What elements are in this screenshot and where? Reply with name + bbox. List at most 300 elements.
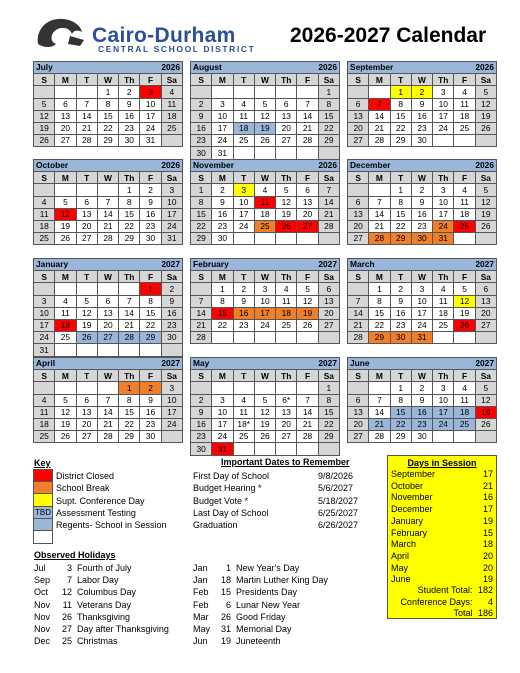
month-header (348, 62, 497, 74)
month-name: December (350, 160, 391, 171)
calendar-day: 2 (119, 86, 140, 98)
calendar-day: 14 (318, 196, 339, 208)
day-header: Sa (161, 271, 182, 283)
calendar-day: 5 (55, 196, 76, 208)
day-header: Th (433, 271, 454, 283)
calendar-day: 28 (297, 135, 318, 147)
important-date-row (193, 508, 383, 518)
calendar-day: 5 (76, 295, 97, 307)
calendar-day: 7 (369, 394, 390, 406)
calendar-day: 5 (475, 86, 496, 98)
session-days: 18 (482, 539, 493, 550)
calendar-day: 2 (191, 394, 212, 406)
calendar-day: 14 (97, 406, 118, 418)
calendar-day: 10 (254, 295, 275, 307)
important-date-row (193, 483, 383, 493)
holiday-day: 1 (225, 563, 231, 573)
calendar-day: 3 (212, 98, 233, 110)
calendar-day: 22 (119, 220, 140, 232)
calendar-day: 23 (233, 319, 254, 331)
calendar-day: 11 (34, 406, 55, 418)
calendar-day: 28 (369, 233, 390, 245)
calendar-day (276, 443, 297, 455)
calendar-day (233, 86, 254, 98)
calendar-day (297, 147, 318, 159)
calendar-day (76, 86, 97, 98)
day-header: S (34, 370, 55, 382)
calendar-day: 24 (212, 135, 233, 147)
calendar-day: 25 (233, 135, 254, 147)
session-month: April (391, 550, 410, 561)
calendar-day: 4 (55, 295, 76, 307)
calendar-day: 21 (369, 418, 390, 430)
month-september (347, 61, 497, 147)
calendar-day: 1 (97, 86, 118, 98)
calendar-day: 17 (161, 406, 182, 418)
calendar-day: 24 (140, 122, 161, 134)
key-label: Assessment Testing (56, 508, 136, 518)
day-header: M (369, 271, 390, 283)
holiday-name: Columbus Day (77, 587, 137, 598)
calendar-day: 6 (348, 196, 369, 208)
calendar-day: 23 (212, 220, 233, 232)
calendar-day (454, 135, 475, 147)
calendar-day: 25 (55, 332, 76, 344)
calendar-day: 5 (475, 382, 496, 394)
calendar-day: 21 (191, 319, 212, 331)
day-header: T (233, 74, 254, 86)
calendar-day: 11 (276, 295, 297, 307)
calendar-day: 18 (233, 122, 254, 134)
calendar-day (233, 332, 254, 344)
holiday-row (34, 563, 132, 573)
holiday-month: Nov (34, 611, 51, 622)
calendar-day (34, 86, 55, 98)
day-header: S (348, 271, 369, 283)
calendar-day: 9 (411, 196, 432, 208)
calendar-day: 11 (454, 196, 475, 208)
day-header: Sa (161, 370, 182, 382)
calendar-day (454, 431, 475, 443)
holiday-name: Day after Thanksgiving (77, 624, 169, 634)
calendar-day: 15 (191, 208, 212, 220)
month-name: September (350, 62, 394, 73)
important-date-value: 9/8/2026 (318, 471, 354, 481)
month-name: October (36, 160, 69, 171)
calendar-day: 6 (348, 394, 369, 406)
calendar-day: 30 (140, 233, 161, 245)
total-value: 186 (477, 608, 493, 618)
month-header (348, 259, 497, 271)
calendar-day: 16 (411, 110, 432, 122)
month-august (190, 61, 340, 160)
day-header: Th (119, 271, 140, 283)
day-header: Sa (475, 370, 496, 382)
calendar-day: 17 (161, 208, 182, 220)
holiday-row (34, 575, 119, 585)
important-date-row (193, 471, 383, 481)
calendar-day: 5 (297, 283, 318, 295)
holiday-row (34, 612, 130, 622)
calendar-day: 12 (55, 208, 76, 220)
calendar-day: 13 (348, 110, 369, 122)
calendar-day: 29 (140, 332, 161, 344)
day-header: W (254, 172, 275, 184)
school-subtitle: CENTRAL SCHOOL DISTRICT (98, 44, 256, 54)
calendar-day: 5 (454, 283, 475, 295)
holiday-row (34, 636, 118, 646)
calendar-day: 30 (191, 443, 212, 455)
calendar-day (348, 382, 369, 394)
calendar-day: 14 (369, 406, 390, 418)
calendar-day (433, 332, 454, 344)
calendar-day: 17 (433, 208, 454, 220)
key-swatch-assessment: TBD (35, 507, 51, 517)
calendar-day: 2 (161, 283, 182, 295)
session-month: October (391, 480, 424, 491)
calendar-day: 26 (55, 431, 76, 443)
holiday-name: New Year's Day (236, 563, 300, 573)
calendar-day: 20 (276, 122, 297, 134)
calendar-day (76, 344, 97, 356)
student-total-label: Student Total: (417, 585, 473, 595)
calendar-day: 2 (212, 184, 233, 196)
calendar-day: 22 (369, 319, 390, 331)
day-header: Th (433, 370, 454, 382)
day-header: T (233, 172, 254, 184)
calendar-day (161, 344, 182, 356)
day-header: W (254, 271, 275, 283)
calendar-day: 20 (348, 122, 369, 134)
calendar-day: 23 (411, 418, 432, 430)
holiday-day: 18 (220, 575, 231, 586)
holiday-day: 19 (220, 636, 231, 647)
calendar-day (233, 382, 254, 394)
calendar-day: 19 (254, 418, 275, 430)
key-swatch-break (34, 481, 53, 493)
important-date-row (193, 520, 383, 530)
calendar-day (318, 147, 339, 159)
calendar-day (276, 382, 297, 394)
calendar-day: 11 (161, 98, 182, 110)
calendar-day: 7 (297, 394, 318, 406)
calendar-day: 22 (212, 319, 233, 331)
calendar-day (55, 283, 76, 295)
month-name: July (36, 62, 53, 73)
calendar-day: 9 (161, 295, 182, 307)
month-header (34, 62, 183, 74)
month-december (347, 159, 497, 245)
header (0, 0, 520, 58)
month-name: March (350, 259, 375, 270)
day-header: Sa (318, 271, 339, 283)
calendar-day: 22 (119, 418, 140, 430)
calendar-day: 1 (191, 184, 212, 196)
day-header: F (140, 370, 161, 382)
calendar-day: 3 (433, 184, 454, 196)
day-header: M (55, 271, 76, 283)
calendar-day: 18 (55, 319, 76, 331)
calendar-day: 31 (411, 332, 432, 344)
calendar-day: 16 (411, 208, 432, 220)
calendar-day: 2 (411, 382, 432, 394)
day-header: T (390, 74, 411, 86)
day-header: S (34, 74, 55, 86)
month-may (190, 357, 340, 456)
calendar-day: 11 (254, 196, 275, 208)
calendar-day: 3 (433, 382, 454, 394)
calendar-day: 31 (212, 147, 233, 159)
day-header: F (454, 370, 475, 382)
month-april (33, 357, 183, 443)
calendar-day: 4 (34, 394, 55, 406)
calendar-day: 29 (191, 233, 212, 245)
holiday-name: Veterans Day (77, 599, 132, 610)
month-year: 2026 (475, 62, 494, 73)
calendar-day: 30 (140, 431, 161, 443)
calendar-day: 7 (297, 98, 318, 110)
calendar-day: 8 (390, 394, 411, 406)
calendar-day (348, 184, 369, 196)
calendar-day (433, 135, 454, 147)
calendar-day (276, 147, 297, 159)
month-year: 2027 (161, 259, 180, 270)
calendar-day: 5 (254, 394, 275, 406)
month-name: August (193, 62, 222, 73)
day-header: M (55, 74, 76, 86)
session-month: November (391, 492, 433, 503)
calendar-day: 8 (119, 394, 140, 406)
calendar-day: 27 (76, 431, 97, 443)
calendar-day: 26 (475, 220, 496, 232)
calendar-day: 13 (76, 406, 97, 418)
calendar-day: 26 (475, 122, 496, 134)
calendar-day: 28 (97, 431, 118, 443)
calendar-day: 2 (140, 382, 161, 394)
day-header: Th (276, 271, 297, 283)
day-header: Th (433, 74, 454, 86)
month-year: 2026 (318, 160, 337, 171)
day-header: M (369, 370, 390, 382)
calendar-day: 23 (191, 431, 212, 443)
calendar-day: 4 (454, 86, 475, 98)
calendar-day: 17 (433, 406, 454, 418)
calendar-day: 21 (119, 319, 140, 331)
calendar-day (369, 184, 390, 196)
calendar-day: 4 (433, 283, 454, 295)
month-header (191, 259, 340, 271)
day-header: F (297, 172, 318, 184)
day-header: M (212, 370, 233, 382)
holiday-month: Jan (193, 575, 208, 586)
calendar-day: 20 (76, 220, 97, 232)
calendar-day: 27 (55, 135, 76, 147)
calendar-day: 29 (97, 135, 118, 147)
session-row (391, 528, 493, 538)
calendar-day: 2 (411, 184, 432, 196)
session-row (391, 504, 493, 514)
day-header: T (76, 74, 97, 86)
session-days: 21 (482, 480, 493, 491)
calendar-day (97, 382, 118, 394)
calendar-day: 10 (233, 196, 254, 208)
calendar-day (119, 344, 140, 356)
calendar-day: 13 (475, 295, 496, 307)
calendar-day (97, 344, 118, 356)
calendar-day (297, 86, 318, 98)
calendar-day: 18 (34, 220, 55, 232)
key-title: Key (34, 458, 51, 468)
day-header: M (369, 172, 390, 184)
calendar-day: 8 (140, 295, 161, 307)
calendar-day: 12 (475, 98, 496, 110)
calendar-day: 30 (119, 135, 140, 147)
calendar-day: 23 (119, 122, 140, 134)
key-label: Supt. Conference Day (56, 496, 145, 506)
calendar-day: 6 (76, 394, 97, 406)
calendar-day: 5 (34, 98, 55, 110)
day-header: W (411, 172, 432, 184)
calendar-day: 1 (212, 283, 233, 295)
month-header (348, 160, 497, 172)
calendar-day: 19 (276, 208, 297, 220)
calendar-day: 14 (119, 307, 140, 319)
month-year: 2027 (161, 358, 180, 369)
calendar-day: 8 (97, 98, 118, 110)
month-year: 2026 (161, 160, 180, 171)
calendar-day: 10 (212, 110, 233, 122)
calendar-day (297, 332, 318, 344)
calendar-day: 29 (318, 135, 339, 147)
calendar-day: 24 (212, 431, 233, 443)
calendar-day: 8 (390, 196, 411, 208)
holiday-month: Nov (34, 599, 51, 610)
calendar-day: 18 (433, 307, 454, 319)
session-month: January (391, 515, 424, 526)
important-dates-title: Important Dates to Remember (221, 457, 350, 467)
calendar-day: 20 (475, 307, 496, 319)
session-days: 19 (482, 574, 493, 585)
calendar-day: 28 (76, 135, 97, 147)
day-header: F (454, 172, 475, 184)
key-label: Regents- School in Session (56, 520, 167, 530)
day-header: Th (433, 172, 454, 184)
day-header: Sa (318, 74, 339, 86)
day-header: T (233, 370, 254, 382)
calendar-day: 14 (97, 208, 118, 220)
calendar-day (369, 382, 390, 394)
holiday-row (193, 600, 300, 610)
session-row (391, 574, 493, 584)
holiday-name: Good Friday (236, 611, 286, 622)
calendar-day (297, 233, 318, 245)
calendar-day: 15 (318, 406, 339, 418)
calendar-day: 29 (119, 233, 140, 245)
month-header (191, 358, 340, 370)
calendar-day (254, 147, 275, 159)
calendar-day: 14 (369, 110, 390, 122)
student-total-row (391, 585, 493, 595)
calendar-day: 28 (191, 332, 212, 344)
calendar-day: 16 (390, 307, 411, 319)
calendar-day: 23 (161, 319, 182, 331)
calendar-day (318, 443, 339, 455)
calendar-day (191, 86, 212, 98)
calendar-day: 7 (369, 196, 390, 208)
month-name: November (193, 160, 234, 171)
calendar-day: 6 (97, 295, 118, 307)
key-swatch-conference (34, 494, 53, 506)
day-header: Sa (318, 370, 339, 382)
key-label: School Break (56, 483, 110, 493)
calendar-day: 23 (191, 135, 212, 147)
calendar-day (475, 332, 496, 344)
holiday-month: Oct (34, 587, 49, 598)
calendar-day: 9 (140, 394, 161, 406)
conference-days-label: Conference Days: (400, 597, 473, 607)
calendar-day: 23 (411, 220, 432, 232)
calendar-day (276, 86, 297, 98)
calendar-day: 2 (140, 184, 161, 196)
month-year: 2027 (318, 358, 337, 369)
calendar-day: 4 (233, 98, 254, 110)
calendar-day: 29 (318, 431, 339, 443)
holiday-month: Jan (193, 563, 208, 573)
day-header: M (212, 172, 233, 184)
calendar-day: 28 (318, 220, 339, 232)
day-header: T (233, 271, 254, 283)
calendar-day: 7 (191, 295, 212, 307)
holiday-row (193, 587, 297, 597)
calendar-day: 10 (433, 394, 454, 406)
calendar-day: 1 (140, 283, 161, 295)
holiday-month: Feb (193, 587, 209, 598)
calendar-day (276, 332, 297, 344)
calendar-day (348, 86, 369, 98)
calendar-day: 19 (297, 307, 318, 319)
holiday-name: Presidents Day (236, 587, 298, 598)
calendar-day: 31 (34, 344, 55, 356)
holiday-month: May (193, 624, 211, 634)
calendar-day: 1 (390, 382, 411, 394)
calendar-day (34, 382, 55, 394)
calendar-day: 19 (475, 110, 496, 122)
calendar-day: 11 (233, 406, 254, 418)
calendar-day: 4 (276, 283, 297, 295)
calendar-day: 10 (212, 406, 233, 418)
day-header: Th (119, 172, 140, 184)
day-header: F (140, 271, 161, 283)
calendar-day: 24 (254, 319, 275, 331)
calendar-day: 13 (318, 295, 339, 307)
key-label: District Closed (56, 471, 115, 481)
calendar-day (348, 283, 369, 295)
day-header: Th (276, 172, 297, 184)
session-days: 20 (482, 550, 493, 561)
month-name: January (36, 259, 69, 270)
calendar-day: 9 (212, 196, 233, 208)
calendar-day: 22 (318, 418, 339, 430)
calendar-day (76, 184, 97, 196)
calendar-day: 1 (390, 86, 411, 98)
calendar-day: 8 (318, 394, 339, 406)
calendar-day: 11 (233, 110, 254, 122)
calendar-day: 28 (297, 431, 318, 443)
calendar-day (55, 184, 76, 196)
calendar-day: 6 (318, 283, 339, 295)
calendar-day (212, 86, 233, 98)
calendar-day: 4 (34, 196, 55, 208)
